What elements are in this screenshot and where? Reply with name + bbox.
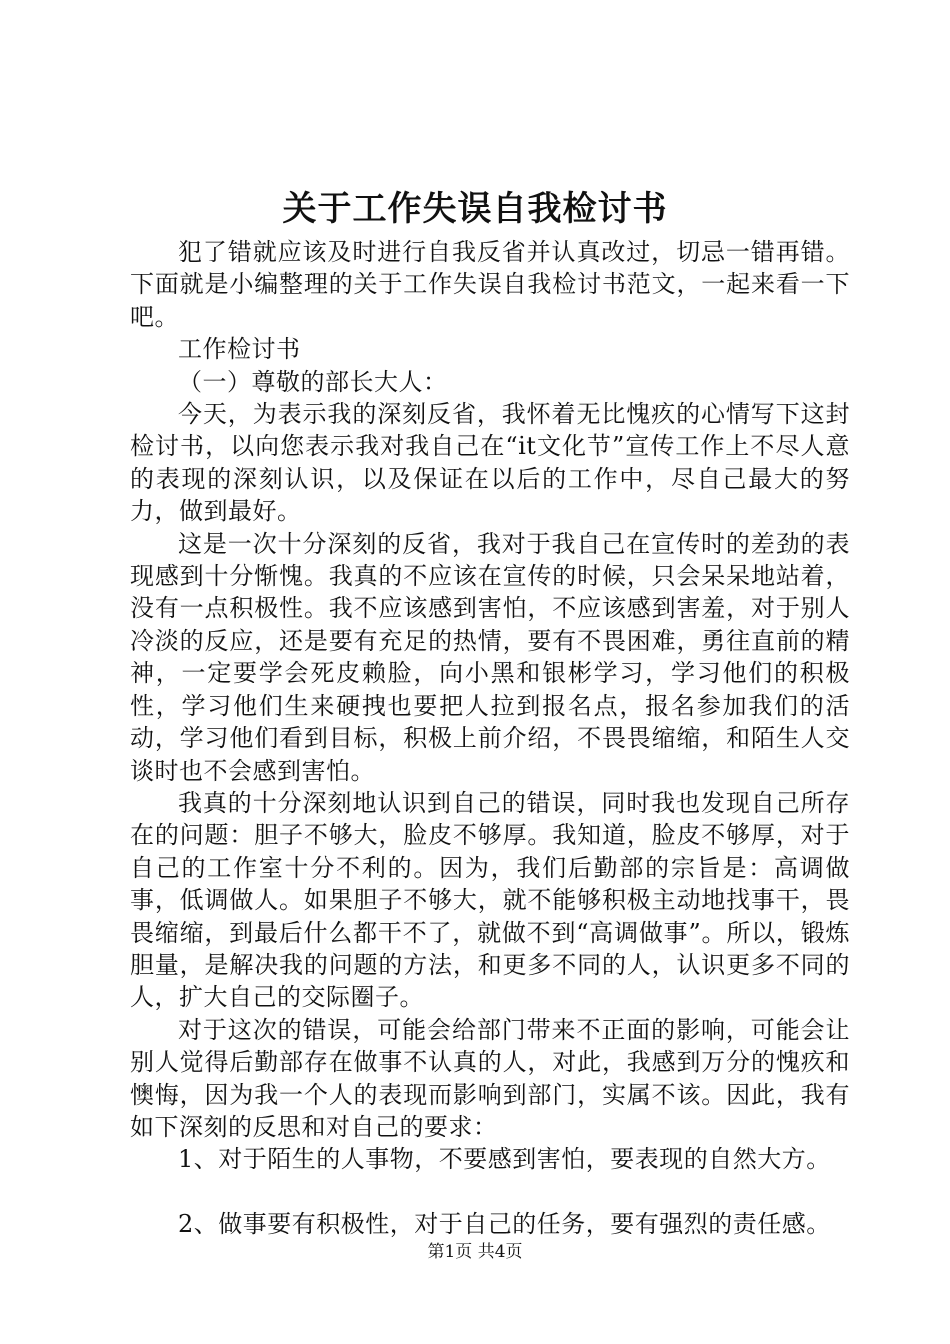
body-paragraph: 今天，为表示我的深刻反省，我怀着无比愧疚的心情写下这封检讨书，以向您表示我对我自己在“it文化节”宣传工作上不尽人意的表现的深刻认识，以及保证在以后的工作中，尽自己最大的努力，做到最好。 (130, 400, 850, 526)
list-item: 1、对于陌生的人事物，不要感到害怕，要表现的自然大方。 (178, 1145, 831, 1174)
page-number-footer: 第1页 共4页 (427, 1242, 523, 1262)
section-heading: 工作检讨书 (178, 335, 301, 364)
salutation: （一）尊敬的部长大人： (178, 367, 448, 396)
list-item: 2、做事要有积极性，对于自己的任务，要有强烈的责任感。 (178, 1209, 831, 1238)
document-title: 关于工作失误自我检讨书 (282, 189, 668, 229)
body-paragraph: 这是一次十分深刻的反省，我对于我自己在宣传时的差劲的表现感到十分惭愧。我真的不应该在宣传的时候，只会呆呆地站着，没有一点积极性。我不应该感到害怕，不应该感到害羞，对于别人冷淡的反应，还是要有充足的热情，要有不畏困难，勇往直前的精神，一定要学会死皮赖脸，向小黑和银彬学习，学习他们的积极性，学习他们生来硬拽也要把人拉到报名点，报名参加我们的活动，学习他们看到目标，积极上前介绍，不畏畏缩缩，和陌生人交谈时也不会感到害怕。 (130, 529, 850, 785)
intro-paragraph: 犯了错就应该及时进行自我反省并认真改过，切忌一错再错。下面就是小编整理的关于工作失误自我检讨书范文，一起来看一下吧。 (130, 238, 850, 331)
body-paragraph: 我真的十分深刻地认识到自己的错误，同时我也发现自己所存在的问题：胆子不够大，脸皮不够厚。我知道，脸皮不够厚，对于自己的工作室十分不利的。因为，我们后勤部的宗旨是：高调做事，低调做人。如果胆子不够大，就不能够积极主动地找事干，畏畏缩缩，到最后什么都干不了，就做不到“高调做事”。所以，锻炼胆量，是解决我的问题的方法，和更多不同的人，认识更多不同的人，扩大自己的交际圈子。 (130, 788, 850, 1012)
document-body (130, 236, 850, 1240)
body-paragraph: 对于这次的错误，可能会给部门带来不正面的影响，可能会让别人觉得后勤部存在做事不认真的人，对此，我感到万分的愧疚和懊悔，因为我一个人的表现而影响到部门，实属不该。因此，我有如下深刻的反思和对自己的要求： (130, 1015, 850, 1141)
